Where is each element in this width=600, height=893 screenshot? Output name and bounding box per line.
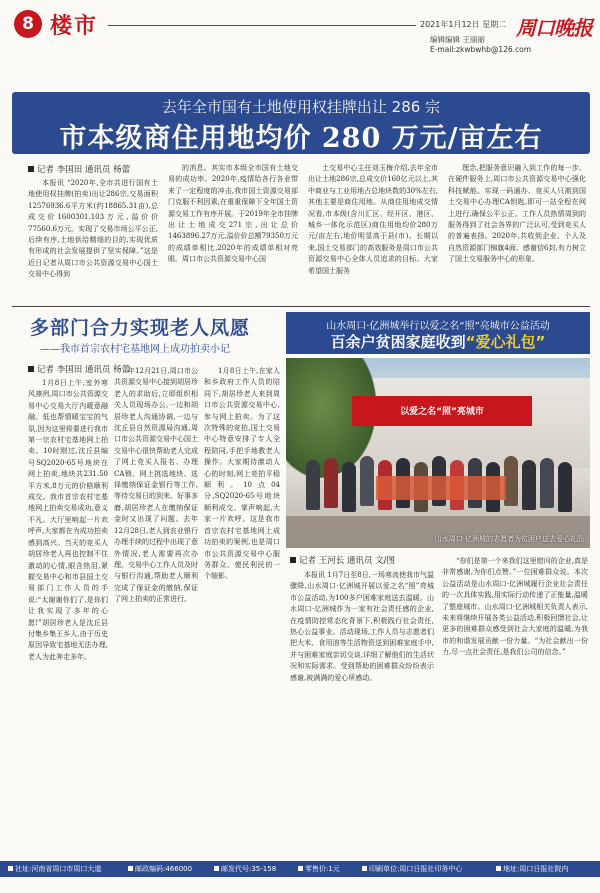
byline-square-icon	[290, 557, 296, 563]
story2-byline: 记者 李国田 通讯员 杨蕾	[28, 363, 130, 375]
footer-printer-address: 地址:周口日报社院内	[496, 864, 568, 874]
editor-credit: 编辑编辑 王丽丽	[430, 35, 485, 44]
footer-address: 社址:河南省周口市周口大道	[8, 864, 101, 874]
footer-bar	[0, 861, 600, 877]
photo-person	[522, 460, 536, 510]
footer-square-icon	[214, 866, 219, 871]
story3-subtitle: 山水周口·亿洲城举行以爱之名“照”亮城市公益活动	[326, 321, 550, 332]
photo-person	[558, 462, 572, 512]
page-number-badge: 8	[14, 10, 42, 38]
story1-column-2: 的消息。其实市本级全市国有土地交易的成功率。2020年,疫情给各行各业带来了一定程度的冲击,我市国土资源交易部门克服不利因素,在重重保障下全年国土资源交易工作有序开展。于2019年全市挂牌出让土地成交271宗,出让总价1463896.27万元,溢价价总额79350万元的成绩单相比,2020年的成绩单相对亮眼。周口市公共资源交易中心国	[168, 164, 298, 264]
story1-column-4: 理念,把服务意识融入到工作的每一步。在硬件服务上,周口市公共资源交易中心强化科技赋能。实现一码通办、竞买人只需到国土交易中心办理CA钥匙,即可一站全程在网上进行,确保公平公正。工作人员热情周到的服务得到了社会各界的广泛认可,受到竞买人的普遍表扬。2020年,共收到企业、个人及自然资源部门锦旗4面、感谢信6封,有力树立了国土交易服务中心的形象。	[448, 164, 586, 264]
photo-person	[504, 456, 518, 506]
byline-square-icon	[28, 166, 34, 172]
photo-person	[342, 462, 356, 512]
photo-banner-text: 以爱之名“照”亮城市	[400, 407, 484, 417]
footer-printer: 印刷单位:周口日报社印务中心	[362, 864, 462, 874]
footer-postcode: 邮政编码:466000	[128, 864, 192, 874]
masthead	[0, 0, 600, 58]
photo-event-banner	[352, 396, 532, 426]
photo-person	[360, 456, 374, 506]
story1-title: 市本级商住用地均价 280 万元/亩左右	[59, 123, 543, 154]
story3-column-2: “你们是第一个来我们这里慰问的企业,真是非常感谢,为你们点赞。”一位困难群众说。本次公益活动是山水周口·亿洲城履行企业社会责任的一次具体实践,用实际行动传递了正能量,温暖了整座城市。山水周口·亿洲城相关负责人表示,未来将继续开展各类公益活动,积极回馈社会,让更多的困难群众感受到社会大家庭的温暖,为我市的和谐发展贡献一份力量。“为社会献出一份力,尽一点社会责任,是我们公司的信念。”	[442, 557, 588, 657]
story2-title: 多部门合力实现老人凤愿	[30, 317, 251, 339]
story2-column-2: 年12月21日,周口市公共资源交易中心接到胡居珍老人的求助后,立即组织相关人员现场办公,一边和胡居珍老人沟通协调,一边与沈丘县自然资源局沟通,周口市公共资源交易中心国土交易中心很快帮助老人完成了网上竞买人报名、办理CA锁、网上挑选地块、选择缴纳保证金银行等工作,等待交易日的到来。好事多磨,胡居珍老人在缴纳保证金时又出现了问题。去年12月28日,老人到农业银行办理手续的过程中出现了意外情况,老人需要再次办理。交易中心工作人员及时与银行沟通,帮助老人顺利完成了保证金的缴纳,保证了网上拍卖的正常进行。	[114, 367, 198, 604]
photo-person	[306, 460, 320, 510]
issue-date: 2021年1月12日 星期二	[420, 20, 507, 29]
footer-square-icon	[298, 866, 303, 871]
story3-byline: 记者 王河长 通讯员 文/图	[290, 554, 395, 566]
footer-square-icon	[8, 866, 13, 871]
story3-photo	[286, 358, 590, 548]
byline-square-icon	[28, 366, 34, 372]
story1-byline: 记者 李国田 通讯员 杨蕾	[28, 163, 130, 175]
photo-person	[540, 458, 554, 508]
story3-title: 百余户贫困家庭收到“爱心礼包”	[330, 333, 546, 351]
footer-square-icon	[128, 866, 133, 871]
section-title: 楼市	[50, 13, 99, 39]
story1-column-3: 土交易中心主任刘玉梅介绍,去年全市出让土地286宗,总成交价160亿元以上,其中商业与工业用地占总地块数的30%左右,其他主要是商住用地。从商住用地成交情况看,市本级(含川汇区、经开区、港区、城乡一体化示范区)商住用地均价280万元/亩左右,地价明显高于县(市)。长期以来,国土交易部门的高效服务是周口市公共资源交易中心全体人员追求的目标。大家希望国土服务	[308, 164, 438, 275]
masthead-rule	[108, 25, 416, 26]
photo-gift-boxes	[376, 476, 506, 500]
footer-square-icon	[362, 866, 367, 871]
story1-headline-banner	[12, 92, 590, 154]
story1-column-1: 本报讯 “2020年,全市共进行国有土地使用权挂牌(拍卖)出让286宗,交易面积12576936.6平方米(约18865.31亩),总成交价1600301.103万元,溢价价77560.6万元。实现了交易市场公平公正,后续有序,土地供给精细的目的,实现优质有形成的社会发展提供了坚实保障。”这是近日记者从周口市公共资源交易中心国土交易中心得到	[28, 179, 158, 279]
story3-headline-banner	[286, 312, 590, 354]
footer-square-icon	[496, 866, 501, 871]
story2-subtitle: ——我市首宗农村宅基地网上成功拍卖小记	[40, 344, 230, 355]
section-divider	[12, 306, 590, 307]
story1-subtitle: 去年全市国有土地使用权挂牌出让 286 宗	[161, 98, 441, 116]
story2-column-1: 1月8日上午,室外寒风凛冽,周口市公共资源交易中心交易大厅内暖意融融。低也帮情暖宝宝的气氛,因为这里将要进行我市第一宗农村宅基地网上拍卖。10时刚过,沈丘县编号SQ2020-65号地块在网上拍卖,地块共231.50平方米,8万元的价格顺利成交。我市首宗农村宅基地网上拍卖交易成功,意义不凡。大厅里响起一片欢呼声,大家都在为成功拍卖感到高兴。当天的竞买人胡居珍老人再也控制不住激动的心情,眼含热泪,紧握交易中心和市县国土交易部门工作人员的手说:“太谢谢你们了,是你们让我实现了多年的心愿!”胡居珍老人是沈丘县付集乡集王乡人,由于历史原因导致宅基地无法办理,老人为此奔走多年。	[28, 379, 108, 661]
photo-caption: 山水周口·亿洲城的志愿者为贫困户送去爱心礼品	[434, 535, 584, 543]
newspaper-logo: 周口晚报	[516, 16, 592, 40]
story3-column-1: 本报讯 1月7日至8日,一场寒流使我市气温骤降,山水周口·亿洲城开展以爱之名“照”亮城市公益活动,为100多户困难家庭送去温暖。山水周口·亿洲城作为一家有社会责任感的企业,在疫情防控常态化背景下,积极践行社会责任,热心公益事业。活动现场,工作人员与志愿者们把大米、食用油等生活物资送到困难家庭手中,并与困难家庭亲切交谈,详细了解他们的生活状况和实际需求。受到帮助的困难群众纷纷表示感谢,被满满的爱心所感动。	[290, 571, 434, 682]
editor-email: E-mail:zkwbwhb@126.com	[430, 45, 532, 54]
footer-postal-code: 邮发代号:35-158	[214, 864, 276, 874]
story2-column-3: 1月8日上午,在家人和乡政府工作人员的陪同下,胡居珍老人来到周口市公共资源交易中心,参与网上拍卖。为了这次特殊的竞拍,国土交易中心特意安排了专人全程陪同,手把手地教老人操作。大家期待激动人心的时刻,网上竞拍平稳顺利。10点04分,SQ2020-65号地块顺利成交。掌声响起,大家一片欢呼。这是我市首宗农村宅基地网上成功拍卖的案例,也是周口市公共资源交易中心服务群众、便民利民的一个缩影。	[204, 367, 280, 581]
footer-price: 零售价:1元	[298, 864, 340, 874]
photo-person	[324, 458, 338, 508]
